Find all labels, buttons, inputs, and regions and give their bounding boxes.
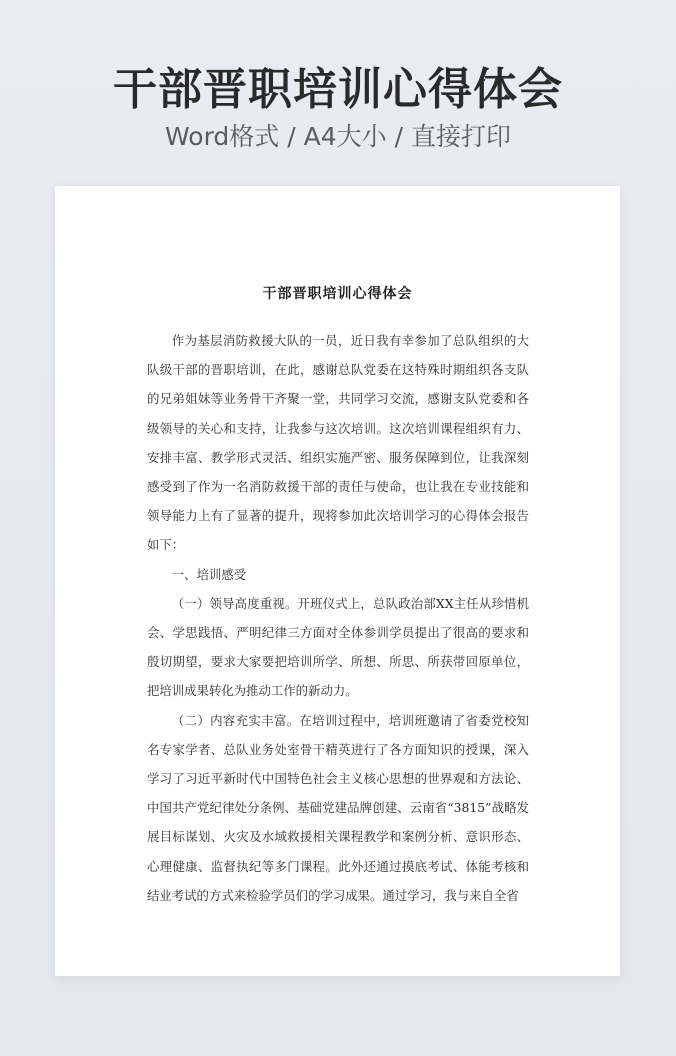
paragraph-leadership: （一）领导高度重视。开班仪式上，总队政治部XX主任从珍惜机会、学思践悟、严明纪律三方面对全体参训学员提出了很高的要求和殷切期望，要求大家要把培训所学、所想、所思、所获带回原单位，把培训成果转化为推动工作的新动力。 <box>147 595 529 699</box>
document-title: 干部晋职培训心得体会 <box>262 286 413 302</box>
paragraph-content: （二）内容充实丰富。在培训过程中，培训班邀请了省委党校知名专家学者、总队业务处室骨干精英进行了各方面知识的授课，深入学习了习近平新时代中国特色社会主义核心思想的世界观和方法论、中国共产党纪律处分条例、基础党建品牌创建、云南省“3815”战略发展目标谋划、火灾及水域救援相关课程教学和案例分析、意识形态、心理健康、监督执纪等多门课程。此外还通过摸底考试、体能考核和结业考试的方式来检验学员们的学习成果。通过学习，我与来自全省 <box>147 712 529 903</box>
section-heading: 一、培训感受 <box>171 566 247 582</box>
banner-title: 干部晋职培训心得体会 <box>113 64 563 115</box>
banner-subtitle: Word格式 / A4大小 / 直接打印 <box>165 122 511 151</box>
document-page <box>55 186 620 976</box>
document-body <box>147 326 529 910</box>
paragraph-intro: 作为基层消防救援大队的一员，近日我有幸参加了总队组织的大队级干部的晋职培训，在此，感谢总队党委在这特殊时期组织各支队的兄弟姐妹等业务骨干齐聚一堂，共同学习交流，感谢支队党委和各级领导的关心和支持，让我参与这次培训。这次培训课程组织有力、安排丰富、教学形式灵活、组织实施严密、服务保障到位，让我深刻感受到了作为一名消防救援干部的责任与使命，也让我在专业技能和领导能力上有了显著的提升，现将参加此次培训学习的心得体会报告如下： <box>147 333 529 553</box>
